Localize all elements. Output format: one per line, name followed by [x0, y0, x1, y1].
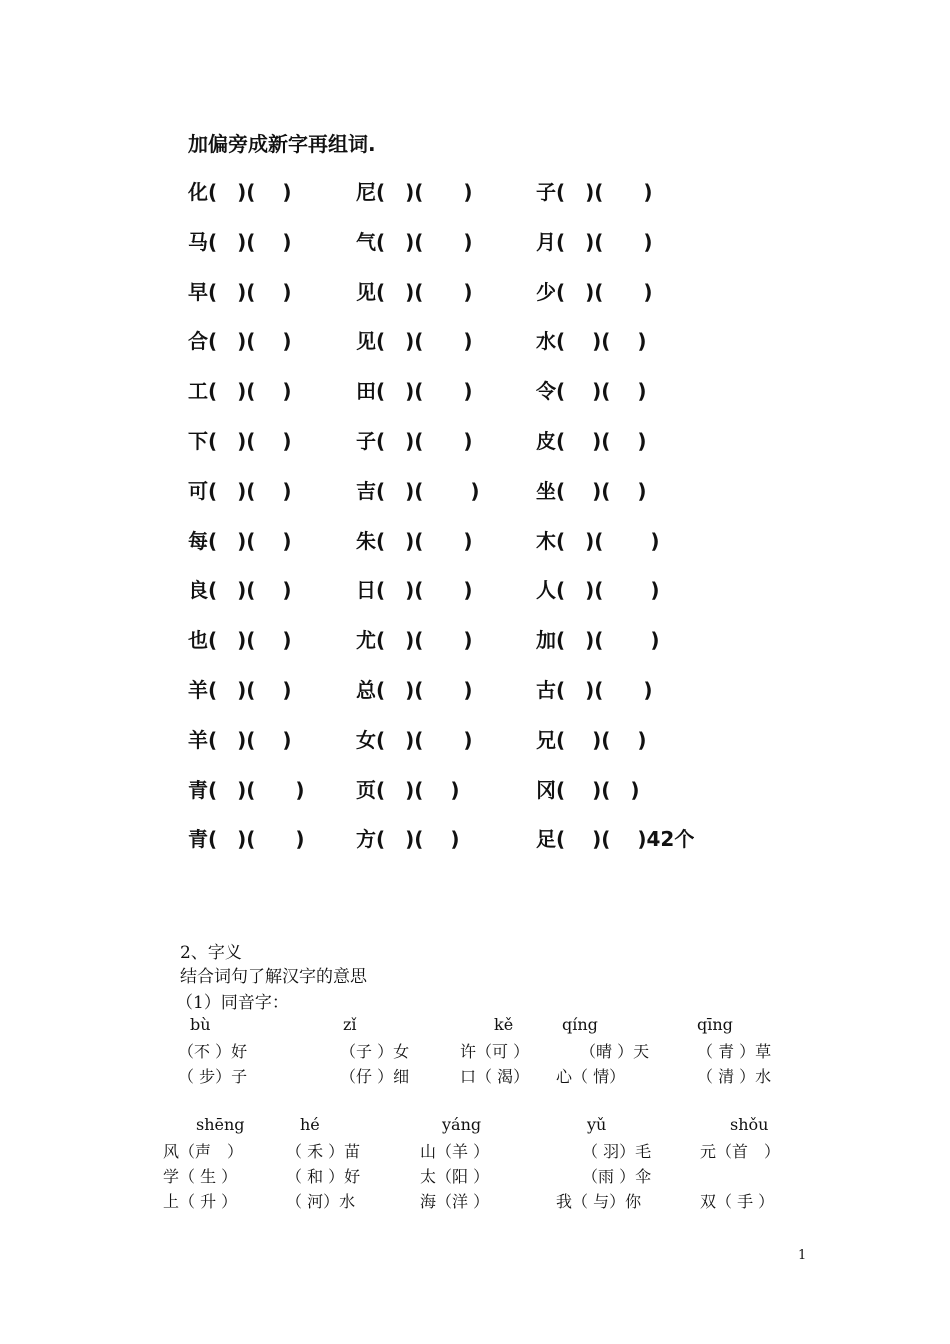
word-item: （不 ）好: [178, 1042, 248, 1061]
section-heading: 2、字义: [180, 943, 242, 963]
radical-item: 总( )( ): [356, 678, 473, 702]
radical-item: 气( )( ): [356, 230, 473, 254]
radical-item: 吉( )( ): [356, 479, 480, 503]
radical-item: 马( )( ): [188, 230, 292, 254]
radical-item: 合( )( ): [188, 329, 292, 353]
word-item: （晴 ）天: [580, 1042, 650, 1061]
pinyin: shēng: [196, 1115, 245, 1134]
word-item: （ 羽）毛: [582, 1142, 652, 1161]
radical-item: 见( )( ): [356, 329, 473, 353]
radical-item: 月( )( ): [536, 230, 653, 254]
pinyin: qīng: [697, 1015, 733, 1034]
radical-item: 见( )( ): [356, 280, 473, 304]
pinyin: qíng: [562, 1015, 598, 1034]
radical-item: 青( )( ): [188, 827, 305, 851]
pinyin: hé: [300, 1115, 320, 1134]
section-subheading: 结合词句了解汉字的意思: [180, 967, 367, 987]
radical-item: 化( )( ): [188, 180, 292, 204]
word-item: 我（ 与）你: [556, 1192, 642, 1211]
radical-item: 子( )( ): [536, 180, 653, 204]
exercise-row: [188, 823, 808, 853]
radical-item: 方( )( ): [356, 827, 460, 851]
radical-item: 冈( )( ): [536, 778, 640, 802]
radical-item: 女( )( ): [356, 728, 473, 752]
radical-item: 坐( )( ): [536, 479, 647, 503]
radical-item: 可( )( ): [188, 479, 292, 503]
word-item: （ 河）水: [286, 1192, 356, 1211]
exercise-row: [188, 226, 808, 256]
exercise-row: [188, 774, 808, 804]
radical-item: 工( )( ): [188, 379, 292, 403]
radical-item: 足( )( )42个: [536, 827, 695, 851]
exercise-row: [188, 525, 808, 555]
radical-item: 青( )( ): [188, 778, 305, 802]
radical-item: 日( )( ): [356, 578, 473, 602]
exercise-row: [188, 475, 808, 505]
word-item: 许（可 ）: [460, 1042, 530, 1061]
radical-item: 少( )( ): [536, 280, 653, 304]
word-item: （子 ）女: [340, 1042, 410, 1061]
word-item: （ 青 ）草: [697, 1042, 772, 1061]
exercise-row: [188, 724, 808, 754]
radical-item: 人( )( ): [536, 578, 660, 602]
radical-item: 早( )( ): [188, 280, 292, 304]
exercise-row: [188, 325, 808, 355]
radical-item: 也( )( ): [188, 628, 292, 652]
word-item: （ 禾 ）苗: [286, 1142, 361, 1161]
exercise-row: [188, 574, 808, 604]
radical-item: 朱( )( ): [356, 529, 473, 553]
radical-item: 羊( )( ): [188, 678, 292, 702]
pinyin: kě: [494, 1015, 514, 1034]
pinyin: yáng: [442, 1115, 482, 1134]
word-item: 风（声 ）: [163, 1142, 244, 1161]
exercise-row: [188, 176, 808, 206]
page-number: 1: [798, 1248, 807, 1263]
radical-item: 下( )( ): [188, 429, 292, 453]
radical-item: 尤( )( ): [356, 628, 473, 652]
word-item: （仔 ）细: [340, 1067, 410, 1086]
word-item: 海（洋 ）: [420, 1192, 490, 1211]
exercise-row: [188, 624, 808, 654]
word-item: 元（首 ）: [700, 1142, 781, 1161]
exercise-row: [188, 375, 808, 405]
word-item: （ 清 ）水: [697, 1067, 772, 1086]
exercise-title: 加偏旁成新字再组词.: [188, 132, 376, 156]
radical-item: 兄( )( ): [536, 728, 647, 752]
radical-item: 古( )( ): [536, 678, 653, 702]
radical-item: 羊( )( ): [188, 728, 292, 752]
word-item: （ 步）子: [178, 1067, 248, 1086]
word-item: 山（羊 ）: [420, 1142, 490, 1161]
radical-item: 木( )( ): [536, 529, 660, 553]
radical-item: 子( )( ): [356, 429, 473, 453]
word-item: 心（ 情）: [556, 1067, 626, 1086]
radical-item: 良( )( ): [188, 578, 292, 602]
part-heading: （1）同音字：: [176, 993, 289, 1013]
radical-item: 尼( )( ): [356, 180, 473, 204]
exercise-row: [188, 674, 808, 704]
word-item: （ 和 ）好: [286, 1167, 361, 1186]
radical-item: 皮( )( ): [536, 429, 647, 453]
pinyin: shǒu: [730, 1115, 769, 1134]
word-item: 双（ 手 ）: [700, 1192, 775, 1211]
word-item: 学（ 生 ）: [163, 1167, 238, 1186]
radical-item: 每( )( ): [188, 529, 292, 553]
pinyin: bù: [190, 1015, 211, 1034]
exercise-row: [188, 276, 808, 306]
word-item: 上（ 升 ）: [163, 1192, 238, 1211]
radical-item: 令( )( ): [536, 379, 647, 403]
word-item: 口（ 渴）: [460, 1067, 530, 1086]
pinyin: zǐ: [343, 1015, 357, 1034]
radical-item: 页( )( ): [356, 778, 460, 802]
pinyin: yǔ: [587, 1115, 607, 1134]
radical-item: 水( )( ): [536, 329, 647, 353]
exercise-row: [188, 425, 808, 455]
radical-item: 加( )( ): [536, 628, 660, 652]
word-item: 太（阳 ）: [420, 1167, 490, 1186]
word-item: （雨 ）伞: [582, 1167, 652, 1186]
radical-item: 田( )( ): [356, 379, 473, 403]
